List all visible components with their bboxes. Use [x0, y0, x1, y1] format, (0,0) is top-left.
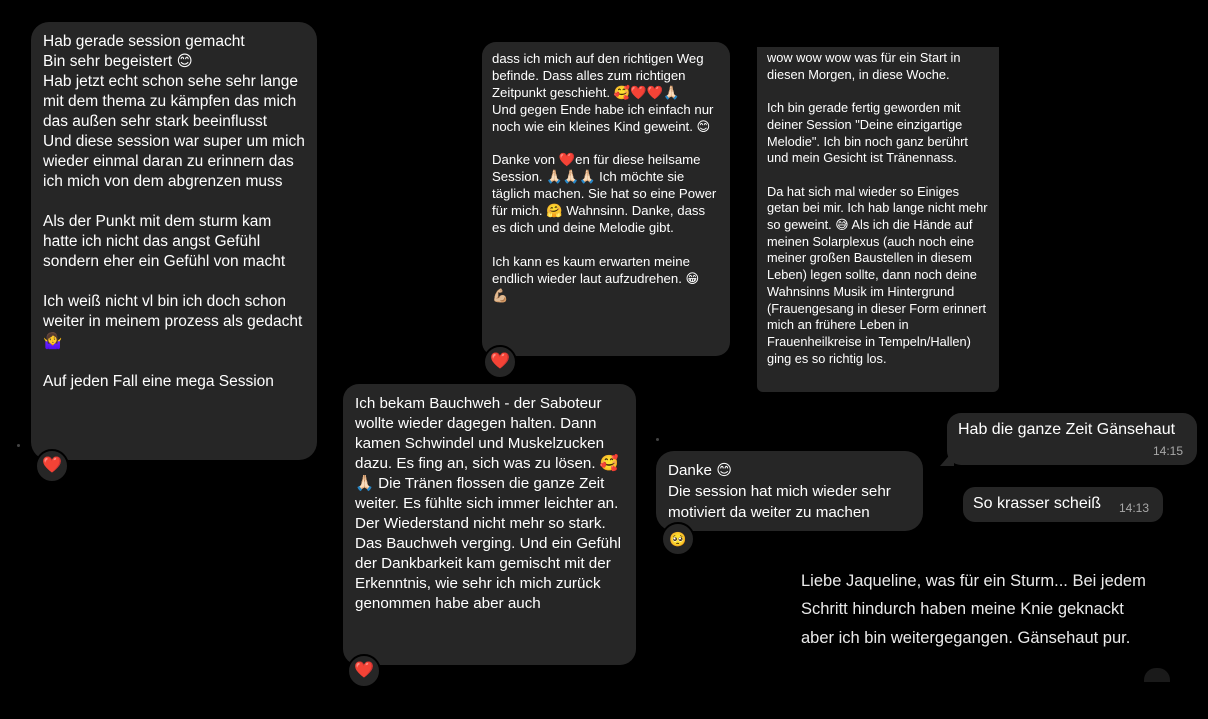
message-text: Hab die ganze Zeit Gänsehaut [958, 421, 1176, 438]
message-bubble-5[interactable] [656, 451, 923, 531]
message-bubble-1[interactable] [31, 22, 317, 460]
message-bubble-6[interactable] [947, 413, 1197, 465]
message-timestamp: 14:13 [1118, 501, 1149, 515]
message-text: dass ich mich auf den richtigen Weg befinde. Dass alles zum richtigen Zeitpunkt geschieht. 🥰❤️❤️🙏🏻 Und gegen Ende habe ich einfach nur noch wie ein kleines Kind geweint. 😊 Danke von ❤️en für diese heilsame Session. 🙏🏻🙏🏻🙏🏻 Ich möchte sie täglich machen. Sie hat so eine Power für mich. 🤗 Wahnsinn. Danke, dass es dich und deine Melodie gibt. Ich kann es kaum erwarten meine endlich wieder laut aufzudrehen. 😁 💪🏼 [492, 51, 717, 303]
heart-reaction[interactable] [483, 345, 517, 379]
heart-icon: ❤️ [490, 353, 510, 370]
message-text: Danke 😊 Die session hat mich wieder sehr motiviert da weiter zu machen [668, 462, 891, 521]
divider-dot [656, 438, 659, 441]
message-text-plain: Liebe Jaqueline, was für ein Sturm... Bei jedem Schritt hindurch haben meine Knie geknackt aber ich bin weitergegangen. Gänsehaut pur. [801, 572, 1151, 647]
message-text: So krasser scheiß [973, 495, 1102, 512]
pleading-face-icon: 🥺 [669, 531, 687, 547]
message-text: Hab gerade session gemacht Bin sehr begeistert 😊 Hab jetzt echt schon sehe sehr lange mit dem thema zu kämpfen das mich das außen sehr stark beeinflusst Und diese session war super um mich wieder einmal daran zu erinnern das ich mich von dem abgrenzen muss Als der Punkt mit dem sturm kam hatte ich nicht das angst Gefühl sondern eher ein Gefühl von macht Ich weiß nicht vl bin ich doch schon weiter in meinem prozess als gedacht 🤷‍♀️ Auf jeden Fall eine mega Session [43, 33, 305, 390]
message-text: Ich bekam Bauchweh - der Saboteur wollte wieder dagegen halten. Dann kamen Schwindel und Muskelzucken dazu. Es fing an, sich was zu lösen. 🥰🙏🏻 Die Tränen flossen die ganze Zeit weiter. Es fühlte sich immer leichter an. Der Wiederstand nicht mehr so stark. Das Bauchweh verging. Und ein Gefühl der Dankbarkeit kam gemischt mit der Erkenntnis, wie sehr ich mich zurück genommen habe aber auch [355, 395, 626, 612]
heart-icon: ❤️ [354, 662, 374, 679]
message-bubble-7[interactable] [963, 487, 1163, 522]
heart-reaction[interactable] [347, 654, 381, 688]
message-bubble-4[interactable] [343, 384, 636, 665]
bubble-corner [1144, 668, 1170, 682]
message-bubble-3[interactable] [757, 47, 999, 392]
message-bubble-2[interactable] [482, 42, 730, 356]
message-text: wow wow wow was für ein Start in diesen Morgen, in diese Woche. Ich bin gerade fertig geworden mit deiner Session "Deine einzigartige Melodie". Ich bin noch ganz berührt und mein Gesicht ist Tränennass. Da hat sich mal wieder so Einiges getan bei mir. Ich hab lange nicht mehr so geweint. 😅 Als ich die Hände auf meinen Solarplexus (auch noch eine meiner großen Baustellen in diesem Leben) legen sollte, dann noch deine Wahnsinns Musik im Hintergrund (Frauengesang in dieser Form erinnert mich an frühere Leben in Frauenheilkreise in Tempeln/Hallen) ging es so richtig los. [767, 50, 988, 366]
message-timestamp: 14:15 [1152, 443, 1183, 458]
heart-icon: ❤️ [42, 457, 62, 474]
heart-reaction[interactable] [35, 449, 69, 483]
divider-dot [17, 444, 20, 447]
pleading-face-reaction[interactable] [661, 522, 695, 556]
